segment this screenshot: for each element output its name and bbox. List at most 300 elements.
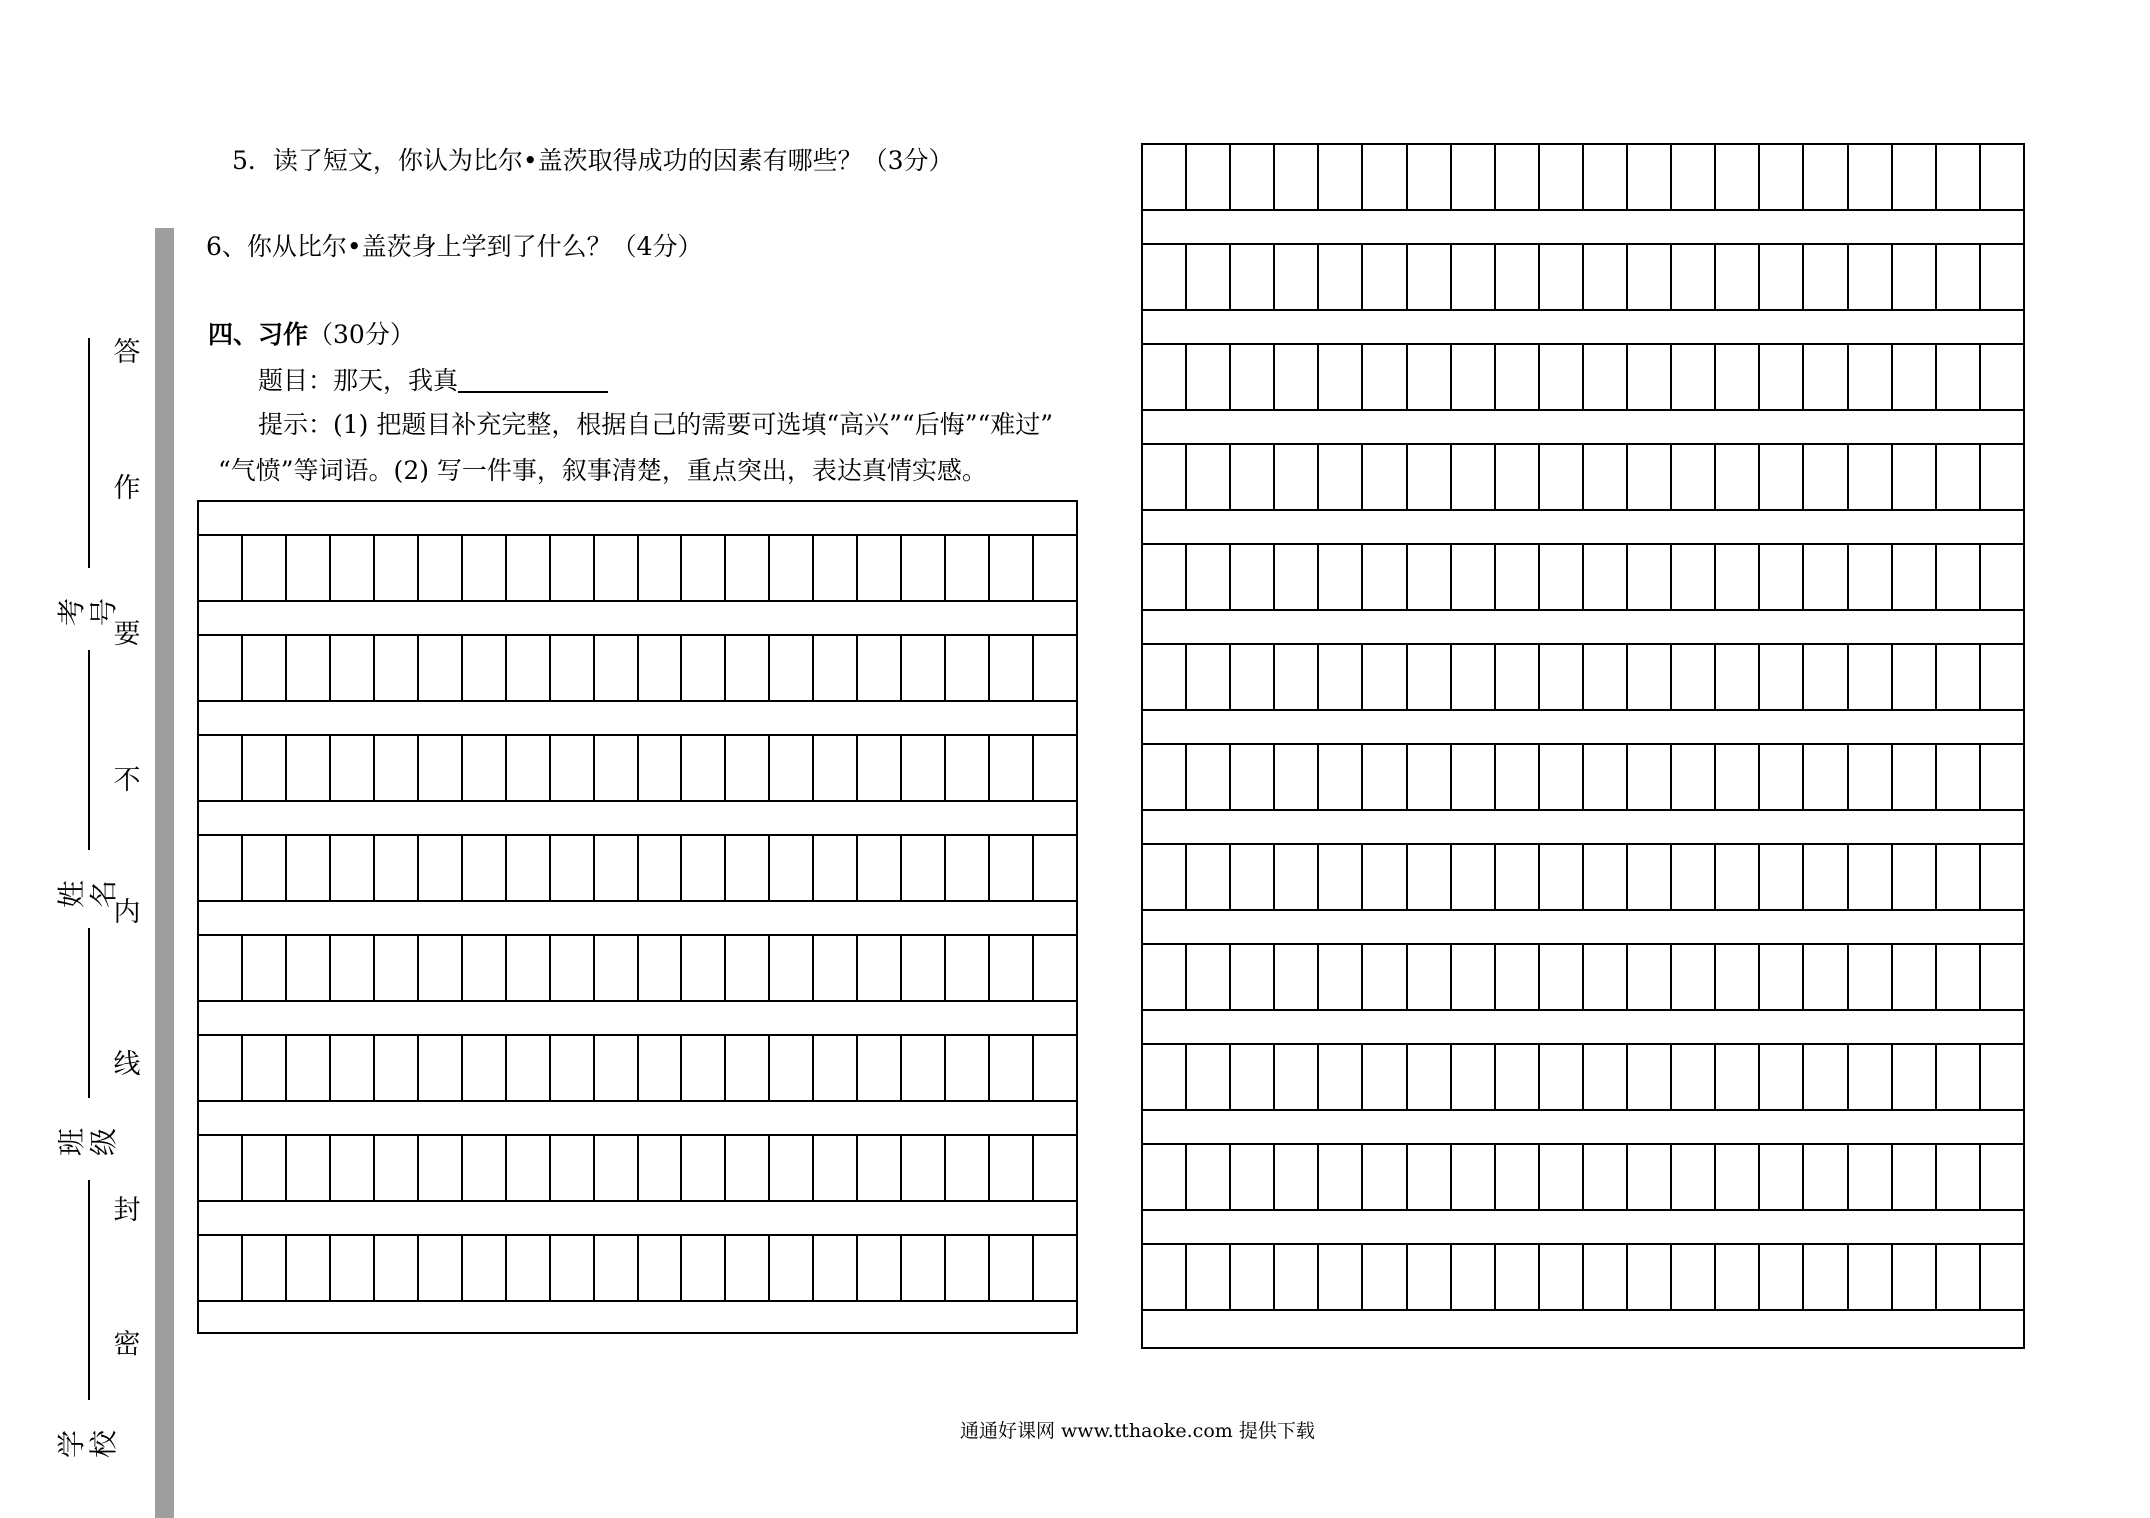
writing-square[interactable] bbox=[639, 1236, 683, 1300]
writing-square[interactable] bbox=[1143, 345, 1187, 409]
writing-square[interactable] bbox=[1187, 145, 1231, 209]
writing-square[interactable] bbox=[814, 1036, 858, 1100]
writing-square[interactable] bbox=[1849, 1045, 1893, 1109]
writing-square[interactable] bbox=[199, 636, 243, 700]
writing-square[interactable] bbox=[1937, 545, 1981, 609]
writing-square[interactable] bbox=[1584, 545, 1628, 609]
writing-square[interactable] bbox=[1584, 1145, 1628, 1209]
writing-square[interactable] bbox=[1584, 645, 1628, 709]
writing-square[interactable] bbox=[770, 1136, 814, 1200]
writing-square[interactable] bbox=[946, 636, 990, 700]
writing-square[interactable] bbox=[902, 1236, 946, 1300]
writing-square[interactable] bbox=[814, 1136, 858, 1200]
writing-square[interactable] bbox=[990, 1236, 1034, 1300]
writing-square[interactable] bbox=[1496, 345, 1540, 409]
name-line[interactable] bbox=[88, 650, 90, 850]
writing-square[interactable] bbox=[551, 536, 595, 600]
writing-square[interactable] bbox=[1937, 445, 1981, 509]
writing-square[interactable] bbox=[1981, 445, 2023, 509]
writing-square[interactable] bbox=[1760, 1145, 1804, 1209]
writing-square[interactable] bbox=[243, 1036, 287, 1100]
writing-square[interactable] bbox=[199, 1036, 243, 1100]
writing-square[interactable] bbox=[1981, 1045, 2023, 1109]
writing-square[interactable] bbox=[1760, 1045, 1804, 1109]
writing-square[interactable] bbox=[1319, 545, 1363, 609]
writing-square[interactable] bbox=[199, 1136, 243, 1200]
writing-square[interactable] bbox=[814, 536, 858, 600]
writing-square[interactable] bbox=[1540, 945, 1584, 1009]
writing-square[interactable] bbox=[1540, 745, 1584, 809]
writing-square[interactable] bbox=[1187, 245, 1231, 309]
writing-square[interactable] bbox=[463, 1036, 507, 1100]
writing-square[interactable] bbox=[1034, 536, 1076, 600]
writing-square[interactable] bbox=[419, 636, 463, 700]
writing-square[interactable] bbox=[1672, 1245, 1716, 1309]
writing-square[interactable] bbox=[287, 1236, 331, 1300]
writing-square[interactable] bbox=[331, 1136, 375, 1200]
writing-square[interactable] bbox=[1363, 1245, 1407, 1309]
writing-square[interactable] bbox=[463, 836, 507, 900]
writing-square[interactable] bbox=[1628, 445, 1672, 509]
writing-square[interactable] bbox=[1275, 745, 1319, 809]
writing-square[interactable] bbox=[639, 636, 683, 700]
writing-square[interactable] bbox=[287, 1036, 331, 1100]
writing-square[interactable] bbox=[595, 1036, 639, 1100]
writing-square[interactable] bbox=[507, 736, 551, 800]
writing-square[interactable] bbox=[551, 1036, 595, 1100]
writing-square[interactable] bbox=[990, 936, 1034, 1000]
writing-square[interactable] bbox=[287, 936, 331, 1000]
writing-square[interactable] bbox=[1408, 1045, 1452, 1109]
writing-square[interactable] bbox=[243, 636, 287, 700]
writing-square[interactable] bbox=[1716, 645, 1760, 709]
writing-square[interactable] bbox=[902, 836, 946, 900]
writing-square[interactable] bbox=[243, 936, 287, 1000]
writing-square[interactable] bbox=[1319, 345, 1363, 409]
writing-square[interactable] bbox=[1143, 545, 1187, 609]
writing-square[interactable] bbox=[1628, 145, 1672, 209]
writing-square[interactable] bbox=[1937, 1245, 1981, 1309]
writing-square[interactable] bbox=[1143, 945, 1187, 1009]
writing-square[interactable] bbox=[1540, 545, 1584, 609]
writing-square[interactable] bbox=[1143, 245, 1187, 309]
writing-square[interactable] bbox=[1540, 245, 1584, 309]
writing-square[interactable] bbox=[1981, 545, 2023, 609]
writing-square[interactable] bbox=[1452, 845, 1496, 909]
writing-square[interactable] bbox=[331, 636, 375, 700]
writing-square[interactable] bbox=[770, 736, 814, 800]
writing-square[interactable] bbox=[1672, 1045, 1716, 1109]
writing-square[interactable] bbox=[639, 1136, 683, 1200]
writing-square[interactable] bbox=[814, 836, 858, 900]
writing-square[interactable] bbox=[770, 1036, 814, 1100]
writing-square[interactable] bbox=[1584, 145, 1628, 209]
class-line[interactable] bbox=[88, 928, 90, 1098]
writing-square[interactable] bbox=[1540, 845, 1584, 909]
writing-square[interactable] bbox=[1143, 145, 1187, 209]
writing-square[interactable] bbox=[1187, 1245, 1231, 1309]
writing-square[interactable] bbox=[1584, 445, 1628, 509]
writing-square[interactable] bbox=[902, 1136, 946, 1200]
writing-square[interactable] bbox=[1275, 1245, 1319, 1309]
writing-square[interactable] bbox=[1231, 945, 1275, 1009]
writing-square[interactable] bbox=[1363, 1045, 1407, 1109]
writing-square[interactable] bbox=[1319, 945, 1363, 1009]
writing-square[interactable] bbox=[1408, 1245, 1452, 1309]
writing-square[interactable] bbox=[1408, 1145, 1452, 1209]
writing-square[interactable] bbox=[1672, 1145, 1716, 1209]
topic-blank[interactable] bbox=[458, 365, 608, 393]
writing-square[interactable] bbox=[1804, 1245, 1848, 1309]
writing-square[interactable] bbox=[419, 1036, 463, 1100]
writing-square[interactable] bbox=[1275, 1045, 1319, 1109]
writing-square[interactable] bbox=[595, 636, 639, 700]
writing-square[interactable] bbox=[1187, 345, 1231, 409]
writing-square[interactable] bbox=[551, 1136, 595, 1200]
writing-square[interactable] bbox=[990, 1136, 1034, 1200]
writing-square[interactable] bbox=[1363, 945, 1407, 1009]
writing-square[interactable] bbox=[726, 1136, 770, 1200]
writing-square[interactable] bbox=[1540, 445, 1584, 509]
writing-square[interactable] bbox=[1849, 745, 1893, 809]
writing-square[interactable] bbox=[1231, 1245, 1275, 1309]
writing-square[interactable] bbox=[419, 936, 463, 1000]
writing-square[interactable] bbox=[1716, 1045, 1760, 1109]
writing-square[interactable] bbox=[1716, 145, 1760, 209]
writing-square[interactable] bbox=[375, 536, 419, 600]
writing-square[interactable] bbox=[1716, 1145, 1760, 1209]
writing-square[interactable] bbox=[1496, 645, 1540, 709]
writing-square[interactable] bbox=[902, 936, 946, 1000]
writing-square[interactable] bbox=[375, 636, 419, 700]
writing-square[interactable] bbox=[1981, 1145, 2023, 1209]
writing-square[interactable] bbox=[1275, 245, 1319, 309]
writing-square[interactable] bbox=[1804, 945, 1848, 1009]
writing-square[interactable] bbox=[1849, 845, 1893, 909]
writing-square[interactable] bbox=[507, 536, 551, 600]
writing-square[interactable] bbox=[1363, 645, 1407, 709]
writing-square[interactable] bbox=[1452, 945, 1496, 1009]
writing-square[interactable] bbox=[1893, 445, 1937, 509]
writing-square[interactable] bbox=[1849, 145, 1893, 209]
writing-square[interactable] bbox=[1540, 145, 1584, 209]
writing-square[interactable] bbox=[1143, 1245, 1187, 1309]
writing-square[interactable] bbox=[507, 1036, 551, 1100]
writing-square[interactable] bbox=[1937, 245, 1981, 309]
writing-square[interactable] bbox=[287, 636, 331, 700]
writing-square[interactable] bbox=[551, 736, 595, 800]
writing-square[interactable] bbox=[858, 736, 902, 800]
writing-square[interactable] bbox=[1804, 545, 1848, 609]
writing-square[interactable] bbox=[1893, 145, 1937, 209]
writing-square[interactable] bbox=[419, 836, 463, 900]
writing-square[interactable] bbox=[1981, 1245, 2023, 1309]
writing-square[interactable] bbox=[858, 536, 902, 600]
writing-square[interactable] bbox=[1363, 245, 1407, 309]
writing-square[interactable] bbox=[1540, 1045, 1584, 1109]
writing-square[interactable] bbox=[1672, 945, 1716, 1009]
writing-square[interactable] bbox=[1231, 245, 1275, 309]
writing-square[interactable] bbox=[463, 1136, 507, 1200]
writing-square[interactable] bbox=[331, 1236, 375, 1300]
writing-square[interactable] bbox=[1981, 845, 2023, 909]
writing-square[interactable] bbox=[946, 536, 990, 600]
writing-square[interactable] bbox=[1628, 845, 1672, 909]
writing-square[interactable] bbox=[1408, 345, 1452, 409]
writing-square[interactable] bbox=[199, 736, 243, 800]
writing-square[interactable] bbox=[1937, 845, 1981, 909]
writing-square[interactable] bbox=[1143, 845, 1187, 909]
writing-square[interactable] bbox=[199, 936, 243, 1000]
writing-square[interactable] bbox=[1584, 345, 1628, 409]
writing-square[interactable] bbox=[1849, 645, 1893, 709]
writing-square[interactable] bbox=[375, 836, 419, 900]
writing-square[interactable] bbox=[1319, 745, 1363, 809]
writing-square[interactable] bbox=[1363, 445, 1407, 509]
writing-square[interactable] bbox=[595, 536, 639, 600]
writing-square[interactable] bbox=[463, 936, 507, 1000]
writing-square[interactable] bbox=[331, 836, 375, 900]
writing-square[interactable] bbox=[682, 536, 726, 600]
writing-square[interactable] bbox=[1187, 545, 1231, 609]
writing-square[interactable] bbox=[858, 1036, 902, 1100]
writing-square[interactable] bbox=[1275, 845, 1319, 909]
writing-square[interactable] bbox=[1496, 1045, 1540, 1109]
writing-square[interactable] bbox=[946, 736, 990, 800]
writing-square[interactable] bbox=[1496, 745, 1540, 809]
writing-square[interactable] bbox=[1804, 345, 1848, 409]
writing-square[interactable] bbox=[1319, 645, 1363, 709]
writing-square[interactable] bbox=[551, 836, 595, 900]
writing-square[interactable] bbox=[1187, 745, 1231, 809]
writing-square[interactable] bbox=[1452, 245, 1496, 309]
writing-square[interactable] bbox=[1187, 945, 1231, 1009]
writing-square[interactable] bbox=[1804, 245, 1848, 309]
writing-square[interactable] bbox=[1363, 145, 1407, 209]
writing-square[interactable] bbox=[1496, 545, 1540, 609]
writing-square[interactable] bbox=[1937, 645, 1981, 709]
writing-square[interactable] bbox=[1034, 1036, 1076, 1100]
writing-square[interactable] bbox=[1937, 145, 1981, 209]
writing-square[interactable] bbox=[1496, 1145, 1540, 1209]
writing-square[interactable] bbox=[419, 1236, 463, 1300]
writing-square[interactable] bbox=[902, 1036, 946, 1100]
writing-square[interactable] bbox=[1849, 345, 1893, 409]
writing-square[interactable] bbox=[551, 936, 595, 1000]
writing-square[interactable] bbox=[1937, 745, 1981, 809]
writing-square[interactable] bbox=[1981, 745, 2023, 809]
writing-square[interactable] bbox=[1849, 1245, 1893, 1309]
writing-square[interactable] bbox=[1893, 1145, 1937, 1209]
writing-square[interactable] bbox=[770, 936, 814, 1000]
exam-no-line[interactable] bbox=[88, 338, 90, 568]
writing-square[interactable] bbox=[1143, 745, 1187, 809]
writing-square[interactable] bbox=[1937, 1045, 1981, 1109]
writing-square[interactable] bbox=[1452, 545, 1496, 609]
writing-square[interactable] bbox=[1760, 245, 1804, 309]
writing-square[interactable] bbox=[1584, 745, 1628, 809]
writing-square[interactable] bbox=[1893, 845, 1937, 909]
writing-square[interactable] bbox=[1893, 345, 1937, 409]
writing-square[interactable] bbox=[1628, 1145, 1672, 1209]
writing-square[interactable] bbox=[1187, 845, 1231, 909]
writing-square[interactable] bbox=[726, 836, 770, 900]
writing-square[interactable] bbox=[814, 736, 858, 800]
writing-square[interactable] bbox=[1034, 936, 1076, 1000]
writing-square[interactable] bbox=[1893, 1045, 1937, 1109]
writing-square[interactable] bbox=[1034, 1236, 1076, 1300]
writing-square[interactable] bbox=[1496, 445, 1540, 509]
writing-square[interactable] bbox=[1893, 645, 1937, 709]
writing-grid-right[interactable] bbox=[1141, 143, 2025, 1349]
writing-square[interactable] bbox=[1408, 545, 1452, 609]
writing-square[interactable] bbox=[946, 836, 990, 900]
writing-square[interactable] bbox=[1628, 945, 1672, 1009]
writing-square[interactable] bbox=[1540, 645, 1584, 709]
writing-square[interactable] bbox=[1187, 1145, 1231, 1209]
writing-square[interactable] bbox=[1760, 745, 1804, 809]
writing-square[interactable] bbox=[595, 1236, 639, 1300]
writing-square[interactable] bbox=[1981, 345, 2023, 409]
writing-square[interactable] bbox=[287, 1136, 331, 1200]
writing-square[interactable] bbox=[1452, 1145, 1496, 1209]
writing-square[interactable] bbox=[726, 1036, 770, 1100]
writing-square[interactable] bbox=[287, 836, 331, 900]
writing-square[interactable] bbox=[1275, 145, 1319, 209]
writing-square[interactable] bbox=[1275, 1145, 1319, 1209]
writing-square[interactable] bbox=[726, 636, 770, 700]
writing-square[interactable] bbox=[595, 836, 639, 900]
writing-square[interactable] bbox=[682, 636, 726, 700]
writing-square[interactable] bbox=[990, 536, 1034, 600]
writing-square[interactable] bbox=[1937, 1145, 1981, 1209]
writing-square[interactable] bbox=[1143, 445, 1187, 509]
writing-square[interactable] bbox=[1034, 736, 1076, 800]
writing-square[interactable] bbox=[199, 836, 243, 900]
writing-square[interactable] bbox=[375, 736, 419, 800]
writing-square[interactable] bbox=[1452, 745, 1496, 809]
writing-square[interactable] bbox=[1672, 345, 1716, 409]
writing-square[interactable] bbox=[1804, 845, 1848, 909]
writing-square[interactable] bbox=[990, 836, 1034, 900]
writing-square[interactable] bbox=[1893, 545, 1937, 609]
writing-square[interactable] bbox=[1760, 845, 1804, 909]
writing-square[interactable] bbox=[1716, 245, 1760, 309]
writing-square[interactable] bbox=[463, 536, 507, 600]
writing-square[interactable] bbox=[639, 1036, 683, 1100]
writing-square[interactable] bbox=[1319, 1145, 1363, 1209]
writing-square[interactable] bbox=[1672, 745, 1716, 809]
writing-square[interactable] bbox=[1452, 445, 1496, 509]
writing-square[interactable] bbox=[507, 936, 551, 1000]
writing-square[interactable] bbox=[770, 1236, 814, 1300]
writing-square[interactable] bbox=[463, 736, 507, 800]
writing-square[interactable] bbox=[1275, 545, 1319, 609]
writing-square[interactable] bbox=[1584, 245, 1628, 309]
writing-square[interactable] bbox=[1143, 1145, 1187, 1209]
writing-square[interactable] bbox=[1034, 636, 1076, 700]
writing-square[interactable] bbox=[1319, 445, 1363, 509]
writing-square[interactable] bbox=[1231, 1045, 1275, 1109]
writing-square[interactable] bbox=[1981, 645, 2023, 709]
writing-square[interactable] bbox=[1363, 545, 1407, 609]
writing-square[interactable] bbox=[1849, 545, 1893, 609]
writing-square[interactable] bbox=[1408, 745, 1452, 809]
writing-square[interactable] bbox=[463, 636, 507, 700]
writing-square[interactable] bbox=[1628, 545, 1672, 609]
writing-square[interactable] bbox=[1408, 945, 1452, 1009]
writing-square[interactable] bbox=[1804, 1145, 1848, 1209]
writing-square[interactable] bbox=[1804, 745, 1848, 809]
writing-square[interactable] bbox=[243, 1136, 287, 1200]
writing-square[interactable] bbox=[1143, 645, 1187, 709]
writing-square[interactable] bbox=[1187, 445, 1231, 509]
writing-square[interactable] bbox=[1231, 145, 1275, 209]
writing-square[interactable] bbox=[1231, 845, 1275, 909]
writing-square[interactable] bbox=[1231, 445, 1275, 509]
writing-square[interactable] bbox=[243, 536, 287, 600]
writing-square[interactable] bbox=[946, 1236, 990, 1300]
writing-square[interactable] bbox=[682, 1036, 726, 1100]
writing-square[interactable] bbox=[1716, 445, 1760, 509]
writing-square[interactable] bbox=[1981, 245, 2023, 309]
writing-square[interactable] bbox=[199, 536, 243, 600]
writing-square[interactable] bbox=[1628, 1245, 1672, 1309]
writing-square[interactable] bbox=[331, 736, 375, 800]
writing-square[interactable] bbox=[946, 1136, 990, 1200]
writing-square[interactable] bbox=[1628, 745, 1672, 809]
writing-square[interactable] bbox=[1496, 245, 1540, 309]
writing-square[interactable] bbox=[1981, 145, 2023, 209]
writing-square[interactable] bbox=[946, 936, 990, 1000]
writing-square[interactable] bbox=[682, 1236, 726, 1300]
writing-square[interactable] bbox=[682, 836, 726, 900]
writing-square[interactable] bbox=[1452, 1045, 1496, 1109]
writing-square[interactable] bbox=[1034, 836, 1076, 900]
writing-square[interactable] bbox=[1893, 1245, 1937, 1309]
writing-square[interactable] bbox=[1496, 145, 1540, 209]
writing-square[interactable] bbox=[1672, 445, 1716, 509]
writing-square[interactable] bbox=[902, 636, 946, 700]
writing-square[interactable] bbox=[1452, 345, 1496, 409]
writing-square[interactable] bbox=[551, 1236, 595, 1300]
writing-square[interactable] bbox=[726, 736, 770, 800]
writing-grid-left[interactable] bbox=[197, 500, 1078, 1334]
writing-square[interactable] bbox=[1408, 645, 1452, 709]
writing-square[interactable] bbox=[419, 536, 463, 600]
writing-square[interactable] bbox=[902, 536, 946, 600]
writing-square[interactable] bbox=[1452, 145, 1496, 209]
writing-square[interactable] bbox=[1716, 945, 1760, 1009]
writing-square[interactable] bbox=[639, 936, 683, 1000]
writing-square[interactable] bbox=[375, 1136, 419, 1200]
writing-square[interactable] bbox=[858, 1136, 902, 1200]
writing-square[interactable] bbox=[1893, 745, 1937, 809]
writing-square[interactable] bbox=[1496, 945, 1540, 1009]
writing-square[interactable] bbox=[1937, 945, 1981, 1009]
writing-square[interactable] bbox=[1804, 1045, 1848, 1109]
writing-square[interactable] bbox=[1628, 245, 1672, 309]
writing-square[interactable] bbox=[1760, 445, 1804, 509]
writing-square[interactable] bbox=[1187, 1045, 1231, 1109]
writing-square[interactable] bbox=[858, 936, 902, 1000]
writing-square[interactable] bbox=[1363, 845, 1407, 909]
writing-square[interactable] bbox=[1231, 1145, 1275, 1209]
writing-square[interactable] bbox=[1672, 845, 1716, 909]
writing-square[interactable] bbox=[1408, 445, 1452, 509]
writing-square[interactable] bbox=[331, 936, 375, 1000]
writing-square[interactable] bbox=[507, 836, 551, 900]
